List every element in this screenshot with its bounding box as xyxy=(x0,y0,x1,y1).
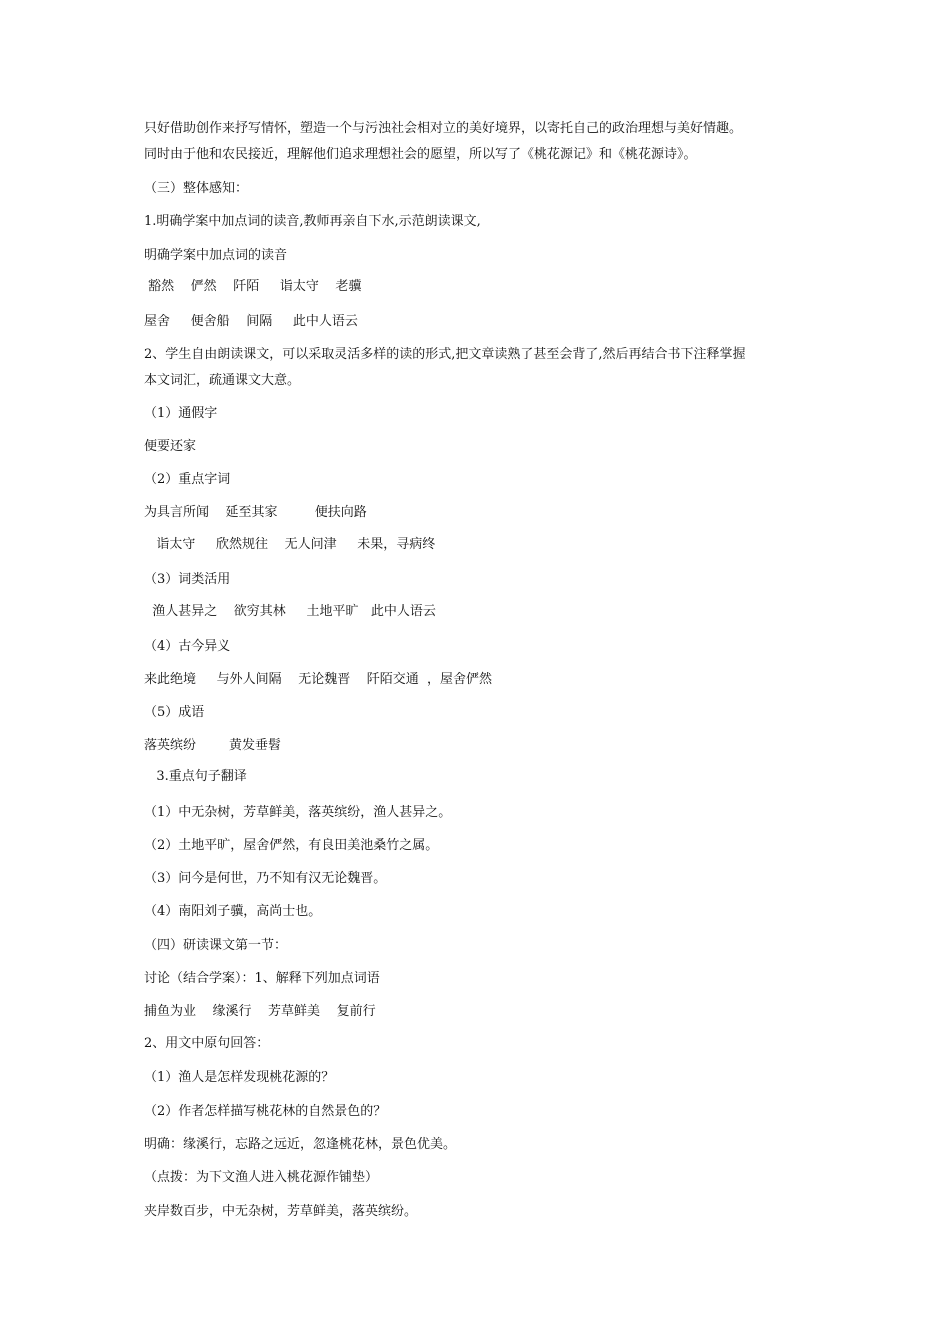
word-list: 屋舍 便舍船 间隔 此中人语云 xyxy=(144,314,358,329)
answer-line: 明确：缘溪行，忘路之远近，忽逢桃花林，景色优美。 xyxy=(144,1137,457,1152)
step-heading: 1.明确学案中加点词的读音,教师再亲自下水,示范朗读课文, xyxy=(144,214,481,229)
subsection-heading: （3）词类活用 xyxy=(144,572,231,587)
note-line: （点拨：为下文渔人进入桃花源作铺垫） xyxy=(144,1170,379,1185)
word-list: 捕鱼为业 缘溪行 芳草鲜美 复前行 xyxy=(144,1004,376,1019)
subsection-heading: （5）成语 xyxy=(144,705,205,720)
subsection-heading: （1）通假字 xyxy=(144,406,218,421)
subsection-heading: （2）重点字词 xyxy=(144,472,231,487)
word-list: 落英缤纷 黄发垂髫 xyxy=(144,738,282,753)
step-heading: 2、用文中原句回答： xyxy=(144,1036,270,1051)
subsection-heading: （4）古今异义 xyxy=(144,639,231,654)
sentence-item: （4）南阳刘子骥，高尚士也。 xyxy=(144,904,322,919)
paragraph-line: 只好借助创作来抒写情怀，塑造一个与污浊社会相对立的美好境界，以寄托自己的政治理想与美好情趣。 xyxy=(144,121,743,136)
sentence-item: （1）中无杂树，芳草鲜美，落英缤纷，渔人甚异之。 xyxy=(144,805,452,820)
section-heading: （四）研读课文第一节： xyxy=(144,938,288,953)
paragraph-line: 明确学案中加点词的读音 xyxy=(144,248,288,263)
sentence-item: （2）土地平旷，屋舍俨然，有良田美池桑竹之属。 xyxy=(144,838,439,853)
word-list: 来此绝境 与外人间隔 无论魏晋 阡陌交通 ，屋舍俨然 xyxy=(144,672,492,687)
paragraph-line: 本文词汇，疏通课文大意。 xyxy=(144,373,301,388)
word-list: 渔人甚异之 欲穷其林 土地平旷 此中人语云 xyxy=(144,604,436,619)
word-list: 诣太守 欣然规往 无人问津 未果，寻病终 xyxy=(144,537,436,552)
question-item: （2）作者怎样描写桃花林的自然景色的？ xyxy=(144,1104,387,1119)
sentence-item: （3）问今是何世，乃不知有汉无论魏晋。 xyxy=(144,871,387,886)
word-list: 便要还家 xyxy=(144,439,197,454)
paragraph-line: 夹岸数百步，中无杂树，芳草鲜美，落英缤纷。 xyxy=(144,1204,418,1219)
paragraph-line: 讨论（结合学案）：1、解释下列加点词语 xyxy=(144,971,380,986)
word-list: 为具言所闻 延至其家 便扶向路 xyxy=(144,505,367,520)
step-heading: 3.重点句子翻译 xyxy=(144,769,247,784)
paragraph-line: 2、学生自由朗读课文，可以采取灵活多样的读的形式,把文章读熟了甚至会背了,然后再结合书下注释掌握 xyxy=(144,347,746,362)
word-list: 豁然 俨然 阡陌 诣太守 老骥 xyxy=(144,279,362,294)
section-heading: （三）整体感知： xyxy=(144,181,249,196)
question-item: （1）渔人是怎样发现桃花源的？ xyxy=(144,1070,335,1085)
paragraph-line: 同时由于他和农民接近，理解他们追求理想社会的愿望，所以写了《桃花源记》和《桃花源诗》。 xyxy=(144,147,697,162)
